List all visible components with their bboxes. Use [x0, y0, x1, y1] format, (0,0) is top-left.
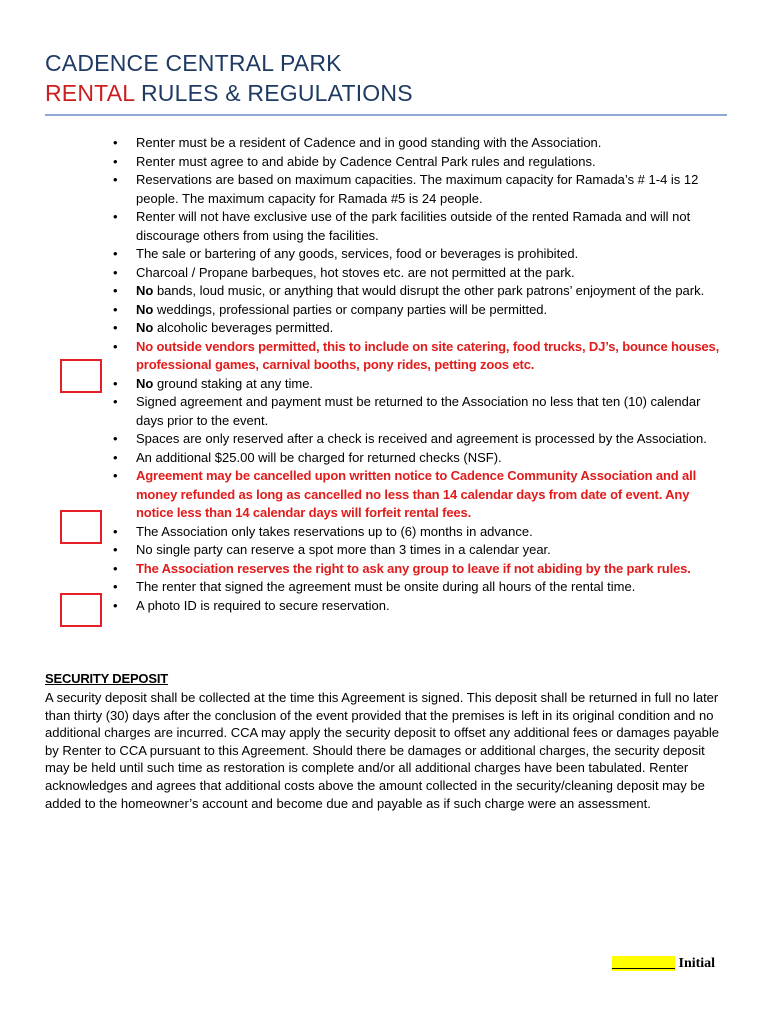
rule-lead-no: No	[136, 375, 154, 391]
title-line-1: CADENCE CENTRAL PARK	[45, 50, 342, 76]
rule-item: • Signed agreement and payment must be returned to the Association no less that ten (10) calendar days prior to the event.	[113, 393, 725, 430]
rule-item: • The renter that signed the agreement must be onsite during all hours of the rental time.	[113, 578, 725, 597]
security-deposit-heading: SECURITY DEPOSIT	[45, 671, 168, 686]
rule-item: • Renter must agree to and abide by Cadence Central Park rules and regulations.	[113, 153, 725, 172]
title-divider	[45, 114, 727, 116]
initial-blank-line[interactable]: _________	[612, 956, 675, 971]
rule-item: • Renter must be a resident of Cadence and in good standing with the Association.	[113, 134, 725, 153]
page-title	[45, 48, 413, 108]
rule-item: • The sale or bartering of any goods, services, food or beverages is prohibited.	[113, 245, 725, 264]
rule-item: • No single party can reserve a spot more than 3 times in a calendar year.	[113, 541, 725, 560]
title-rental-word: RENTAL	[45, 80, 135, 106]
rule-item: • Renter will not have exclusive use of the park facilities outside of the rented Ramada and will not discourage others from using the facilities.	[113, 208, 725, 245]
rule-item-highlighted: • Agreement may be cancelled upon written notice to Cadence Community Association and all money refunded as long as cancelled no less than 14 calendar days from date of event. Any notice less than 14 calendar days will forfeit rental fees.	[113, 467, 725, 523]
rule-item: • No alcoholic beverages permitted.	[113, 319, 725, 338]
rule-item: • No weddings, professional parties or company parties will be permitted.	[113, 301, 725, 320]
rule-item: • The Association only takes reservations up to (6) months in advance.	[113, 523, 725, 542]
title-line-2	[45, 78, 413, 108]
rules-list	[113, 134, 725, 615]
rule-item: • No bands, loud music, or anything that would disrupt the other park patrons’ enjoyment of the park.	[113, 282, 725, 301]
initial-checkbox-cancellation[interactable]	[60, 510, 102, 544]
initial-label: Initial	[675, 956, 716, 971]
rule-item: • Reservations are based on maximum capacities. The maximum capacity for Ramada’s # 1-4 is 12 people. The maximum capacity for Ramada #5 is 24 people.	[113, 171, 725, 208]
rule-item-highlighted: • The Association reserves the right to ask any group to leave if not abiding by the park rules.	[113, 560, 725, 579]
security-deposit-body: A security deposit shall be collected at the time this Agreement is signed. This deposit shall be returned in full no later than thirty (30) days after the conclusion of the event provided that the premises is left in its original condition and no additional charges are incurred. CCA may apply the security deposit to offset any additional fees or damages payable by Renter to CCA pursuant to this Agreement. Should there be damages or additional charges, the security deposit may be held until such time as restoration is complete and/or all additional charges have been tabulated. Renter acknowledges and agrees that additional costs above the amount collected in the security/cleaning deposit may be added to the homeowner’s account and become due and payable as if such charge were an assessment.	[45, 690, 719, 811]
rule-lead-no: No	[136, 283, 154, 298]
initial-field[interactable]	[612, 956, 715, 972]
title-rules-words: RULES & REGULATIONS	[134, 80, 413, 106]
rule-item: • Charcoal / Propane barbeques, hot stoves etc. are not permitted at the park.	[113, 264, 725, 283]
rule-item: • An additional $25.00 will be charged for returned checks (NSF).	[113, 449, 725, 468]
rule-item: • Spaces are only reserved after a check is received and agreement is processed by the Association.	[113, 430, 725, 449]
rule-item: • No ground staking at any time.	[113, 375, 725, 394]
rule-item: • A photo ID is required to secure reservation.	[113, 597, 725, 616]
initial-checkbox-reserve-right[interactable]	[60, 593, 102, 627]
rule-lead-no: No	[136, 301, 154, 317]
rule-lead-no: No	[136, 320, 154, 335]
rule-item-highlighted: • No outside vendors permitted, this to include on site catering, food trucks, DJ’s, bounce houses, professional games, carnival booths, pony rides, petting zoos etc.	[113, 338, 725, 375]
initial-checkbox-vendors[interactable]	[60, 359, 102, 393]
